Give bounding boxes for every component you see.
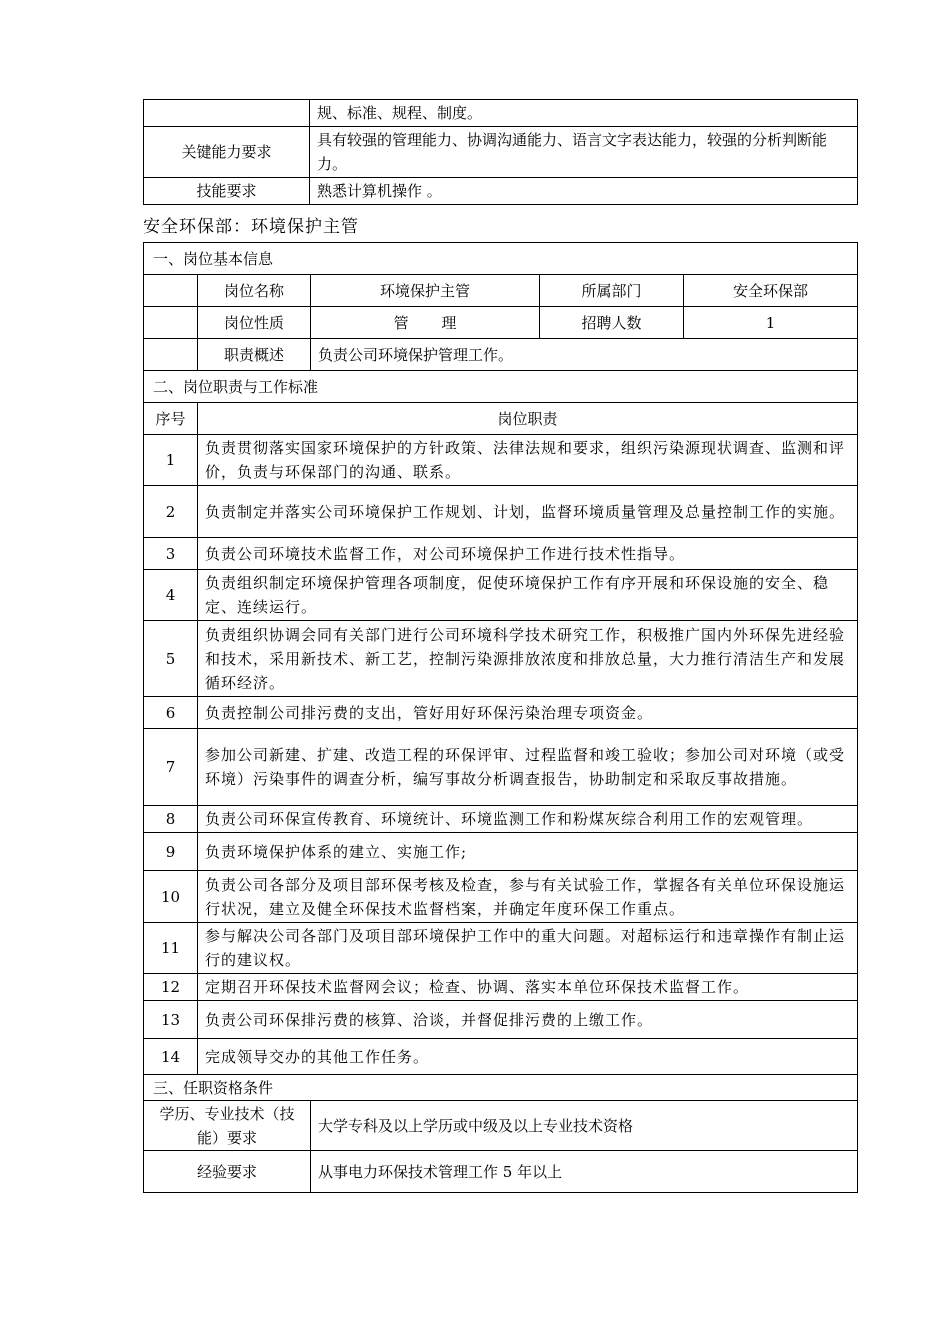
table-row [144, 1151, 858, 1193]
hires-label: 招聘人数 [540, 307, 684, 339]
table-row [144, 621, 858, 697]
duty-text: 负责组织制定环境保护管理各项制度，促使环境保护工作有序开展和环保设施的安全、稳定、连续运行。 [198, 570, 858, 621]
row-label [144, 100, 310, 127]
duty-no: 4 [144, 570, 198, 621]
col-no-header: 序号 [144, 403, 198, 435]
duty-no: 13 [144, 1001, 198, 1039]
exp-value: 从事电力环保技术管理工作 5 年以上 [311, 1151, 858, 1193]
section-header-row [144, 1075, 858, 1101]
nature-label: 岗位性质 [198, 307, 311, 339]
section-heading: 安全环保部：环境保护主管 [143, 217, 359, 237]
dept-label: 所属部门 [540, 275, 684, 307]
table-row [144, 307, 858, 339]
duties-header: 二、岗位职责与工作标准 [144, 371, 858, 403]
duty-text: 负责公司各部分及项目部环保考核及检查，参与有关试验工作，掌握各有关单位环保设施运行状况，建立及健全环保技术监督档案，并确定年度环保工作重点。 [198, 871, 858, 923]
table-row [144, 538, 858, 570]
duty-text: 负责控制公司排污费的支出，管好用好环保污染治理专项资金。 [198, 697, 858, 729]
duty-text: 定期召开环保技术监督网会议；检查、协调、落实本单位环保技术监督工作。 [198, 974, 858, 1001]
key-ability-value: 具有较强的管理能力、协调沟通能力、语言文字表达能力，较强的分析判断能力。 [310, 127, 858, 178]
table-row [144, 806, 858, 833]
table-row [144, 871, 858, 923]
duty-text: 负责组织协调会同有关部门进行公司环境科学技术研究工作，积极推广国内外环保先进经验和技术，采用新技术、新工艺，控制污染源排放浓度和排放总量，大力推行清洁生产和发展循环经济。 [198, 621, 858, 697]
table-row [144, 570, 858, 621]
duty-no: 1 [144, 435, 198, 486]
position-table [143, 242, 858, 1193]
duty-text: 负责公司环保排污费的核算、洽谈，并督促排污费的上缴工作。 [198, 1001, 858, 1039]
basic-info-header: 一、岗位基本信息 [144, 243, 858, 275]
qualifications-header: 三、任职资格条件 [144, 1075, 858, 1101]
summary-label: 职责概述 [198, 339, 311, 371]
dept-value: 安全环保部 [684, 275, 858, 307]
hires-value: 1 [684, 307, 858, 339]
exp-label: 经验要求 [144, 1151, 311, 1193]
skill-value: 熟悉计算机操作 。 [310, 178, 858, 205]
duty-text: 完成领导交办的其他工作任务。 [198, 1039, 858, 1075]
duty-no: 10 [144, 871, 198, 923]
summary-value: 负责公司环境保护管理工作。 [311, 339, 858, 371]
table-row [144, 923, 858, 974]
table-row [144, 833, 858, 871]
duty-no: 6 [144, 697, 198, 729]
duty-text: 负责公司环境技术监督工作，对公司环境保护工作进行技术性指导。 [198, 538, 858, 570]
section-header-row [144, 243, 858, 275]
row-value: 规、标准、规程、制度。 [310, 100, 858, 127]
duty-no: 5 [144, 621, 198, 697]
col-duty-header: 岗位职责 [198, 403, 858, 435]
table-row [144, 403, 858, 435]
duty-no: 9 [144, 833, 198, 871]
duty-text: 参加公司新建、扩建、改造工程的环保评审、过程监督和竣工验收；参加公司对环境（或受环境）污染事件的调查分析，编写事故分析调查报告，协助制定和采取反事故措施。 [198, 729, 858, 806]
table-row [144, 486, 858, 538]
nature-value: 管 理 [311, 307, 540, 339]
table-row [144, 729, 858, 806]
table-row [144, 1001, 858, 1039]
duty-no: 7 [144, 729, 198, 806]
duty-no: 11 [144, 923, 198, 974]
table-row [144, 339, 858, 371]
post-name-label: 岗位名称 [198, 275, 311, 307]
table-row [144, 974, 858, 1001]
duty-no: 12 [144, 974, 198, 1001]
table-row [144, 127, 858, 178]
table-row [144, 1101, 858, 1151]
duty-no: 14 [144, 1039, 198, 1075]
duty-no: 8 [144, 806, 198, 833]
edu-value: 大学专科及以上学历或中级及以上专业技术资格 [311, 1101, 858, 1151]
table-row [144, 178, 858, 205]
duty-text: 负责贯彻落实国家环境保护的方针政策、法律法规和要求，组织污染源现状调查、监测和评价，负责与环保部门的沟通、联系。 [198, 435, 858, 486]
key-ability-label: 关键能力要求 [144, 127, 310, 178]
table-row [144, 435, 858, 486]
edu-label: 学历、专业技术（技能）要求 [144, 1101, 311, 1151]
table-row [144, 1039, 858, 1075]
table-row [144, 100, 858, 127]
duty-no: 3 [144, 538, 198, 570]
duty-text: 负责环境保护体系的建立、实施工作; [198, 833, 858, 871]
section-header-row [144, 371, 858, 403]
table-row [144, 275, 858, 307]
duty-text: 参与解决公司各部门及项目部环境保护工作中的重大问题。对超标运行和违章操作有制止运行的建议权。 [198, 923, 858, 974]
skill-label: 技能要求 [144, 178, 310, 205]
post-name-value: 环境保护主管 [311, 275, 540, 307]
top-table [143, 99, 858, 205]
duty-no: 2 [144, 486, 198, 538]
duty-text: 负责制定并落实公司环境保护工作规划、计划，监督环境质量管理及总量控制工作的实施。 [198, 486, 858, 538]
table-row [144, 697, 858, 729]
duty-text: 负责公司环保宣传教育、环境统计、环境监测工作和粉煤灰综合利用工作的宏观管理。 [198, 806, 858, 833]
